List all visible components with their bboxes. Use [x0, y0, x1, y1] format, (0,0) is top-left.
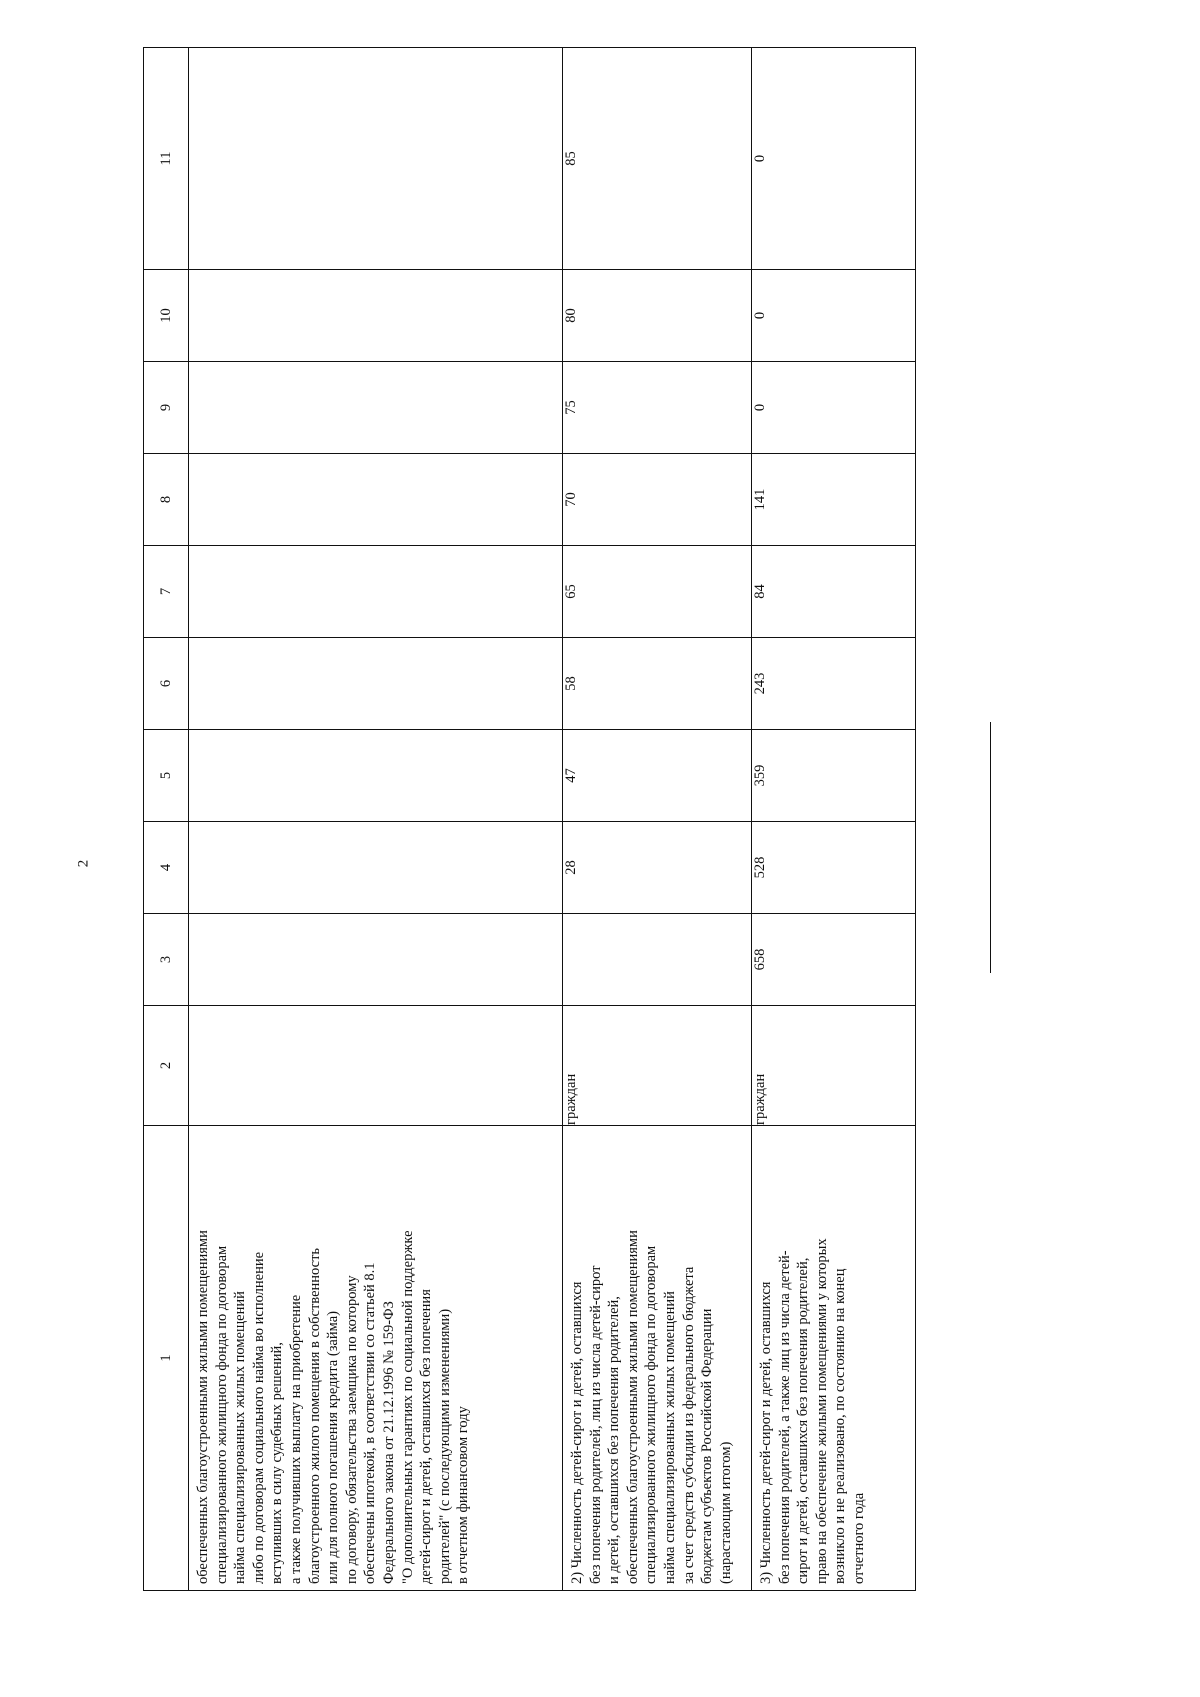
indicator-line: специализированного жилищного фонда по договорам — [643, 1245, 660, 1584]
indicator-line: детей-сирот и детей, оставшихся без попечения — [418, 1289, 435, 1584]
value-cell — [563, 914, 752, 1006]
value-cell — [189, 454, 563, 546]
header-row — [144, 48, 189, 1591]
value-cell: 528 — [752, 822, 916, 914]
indicator-line: (нарастающим итогом) — [717, 1441, 734, 1584]
value-cell: 75 — [563, 362, 752, 454]
indicator-line: без попечения родителей, лиц из числа детей-сирот — [587, 1265, 604, 1584]
footer-separator-line — [990, 722, 991, 973]
value-cell: 70 — [563, 454, 752, 546]
table-row — [189, 48, 563, 1591]
value-cell: 0 — [752, 48, 916, 270]
header-cell: 2 — [144, 1006, 189, 1126]
indicator-cell — [189, 1126, 563, 1591]
header-cell: 4 — [144, 822, 189, 914]
header-cell: 1 — [144, 1126, 189, 1591]
indicator-line: вступивших в силу судебных решений, — [269, 1342, 286, 1584]
indicator-line: а также получивших выплату на приобретение — [287, 1294, 304, 1584]
indicator-line: и детей, оставшихся без попечения родителей, — [606, 1296, 623, 1584]
indicator-line: найма специализированных жилых помещений — [232, 1291, 249, 1584]
indicator-line: по договору, обязательства заемщика по которому — [343, 1275, 360, 1584]
value-cell: 80 — [563, 270, 752, 362]
header-cell: 5 — [144, 730, 189, 822]
table-row — [563, 48, 752, 1591]
unit-cell: граждан — [563, 1006, 752, 1126]
header-cell: 11 — [144, 48, 189, 270]
indicator-line: за счет средств субсидии из федерального бюджета — [680, 1266, 697, 1584]
indicator-line: право на обеспечение жилыми помещениями у которых — [813, 1238, 830, 1584]
value-cell: 0 — [752, 270, 916, 362]
header-cell: 9 — [144, 362, 189, 454]
indicator-line: сирот и детей, оставшихся без попечения родителей, — [795, 1257, 812, 1584]
table-frame — [143, 48, 916, 1591]
value-cell: 28 — [563, 822, 752, 914]
value-cell: 47 — [563, 730, 752, 822]
header-cell: 10 — [144, 270, 189, 362]
value-cell: 58 — [563, 638, 752, 730]
indicator-line: без попечения родителей, а также лиц из числа детей- — [776, 1250, 793, 1584]
table-row — [752, 48, 916, 1591]
value-cell — [189, 362, 563, 454]
value-cell: 141 — [752, 454, 916, 546]
unit-cell — [189, 1006, 563, 1126]
value-cell — [189, 270, 563, 362]
value-cell — [189, 822, 563, 914]
indicator-cell — [563, 1126, 752, 1591]
indicator-line: бюджетам субъектов Российской Федерации — [699, 1308, 716, 1584]
indicator-line: обеспечены ипотекой, в соответствии со статьей 8.1 — [362, 1262, 379, 1584]
value-cell: 85 — [563, 48, 752, 270]
value-cell: 359 — [752, 730, 916, 822]
indicator-line: отчетного года — [850, 1492, 867, 1584]
value-cell: 0 — [752, 362, 916, 454]
indicator-line: найма специализированных жилых помещений — [661, 1291, 678, 1584]
indicator-table — [143, 47, 916, 1591]
indicator-line: специализированного жилищного фонда по договорам — [213, 1245, 230, 1584]
header-cell: 8 — [144, 454, 189, 546]
value-cell — [189, 914, 563, 1006]
indicator-line: обеспеченных благоустроенными жилыми помещениями — [624, 1230, 641, 1584]
value-cell: 658 — [752, 914, 916, 1006]
indicator-line: благоустроенного жилого помещения в собственность — [306, 1247, 323, 1584]
indicator-line: в отчетном финансовом году — [455, 1406, 472, 1584]
value-cell — [189, 546, 563, 638]
value-cell: 243 — [752, 638, 916, 730]
indicator-line: возникло и не реализовано, по состоянию на конец — [832, 1268, 849, 1584]
indicator-line: или для полного погашения кредита (займа) — [325, 1311, 342, 1584]
value-cell: 65 — [563, 546, 752, 638]
header-cell: 6 — [144, 638, 189, 730]
indicator-line: либо по договорам социального найма во исполнение — [250, 1251, 267, 1584]
header-cell: 3 — [144, 914, 189, 1006]
unit-cell: граждан — [752, 1006, 916, 1126]
indicator-line: "О дополнительных гарантиях по социальной поддержке — [399, 1230, 416, 1584]
indicator-line: родителей" (с последующими изменениями) — [436, 1308, 453, 1584]
header-cell: 7 — [144, 546, 189, 638]
indicator-line: Федерального закона от 21.12.1996 № 159-ФЗ — [380, 1301, 397, 1584]
indicator-line: 2) Численность детей-сирот и детей, оставшихся — [569, 1281, 585, 1584]
value-cell: 84 — [752, 546, 916, 638]
value-cell — [189, 638, 563, 730]
value-cell — [189, 730, 563, 822]
indicator-cell — [752, 1126, 916, 1591]
indicator-line: обеспеченных благоустроенными жилыми помещениями — [195, 1230, 211, 1584]
indicator-line: 3) Численность детей-сирот и детей, оставшихся — [758, 1281, 774, 1584]
page-number: 2 — [75, 859, 92, 868]
value-cell — [189, 48, 563, 270]
